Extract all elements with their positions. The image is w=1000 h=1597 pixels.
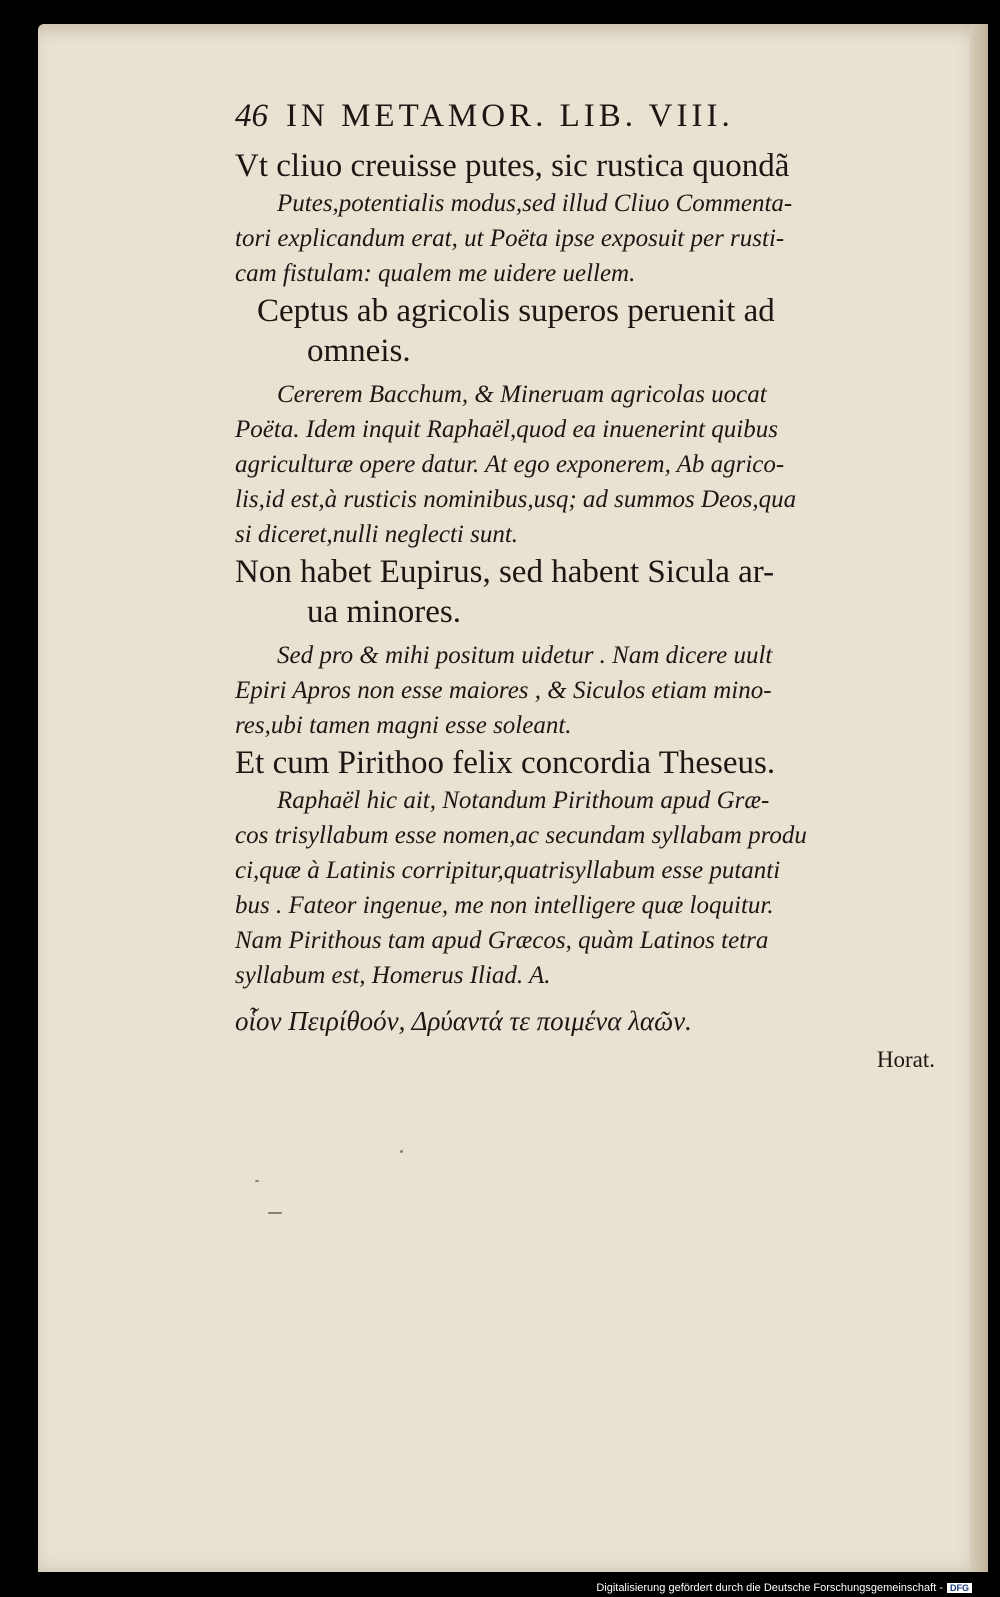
commentary-line: Putes,potentialis modus,sed illud Cliuo Commenta-	[277, 190, 793, 217]
verse-line: Vt cliuo creuisse putes, sic rustica quondã	[235, 148, 790, 184]
commentary-line: syllabum est, Homerus Iliad. A.	[235, 962, 551, 989]
page-number: 46	[235, 98, 268, 134]
commentary-line: bus . Fateor ingenue, me non intelligere quæ loquitur.	[235, 892, 774, 919]
commentary-line: Epiri Apros non esse maiores , & Siculos etiam mino-	[235, 677, 772, 704]
commentary-line: Nam Pirithous tam apud Græcos, quàm Latinos tetra	[235, 927, 769, 954]
verse-line: Et cum Pirithoo felix concordia Theseus.	[235, 745, 776, 781]
page-text	[235, 98, 935, 1075]
commentary	[235, 638, 935, 743]
commentary-line: Cererem Bacchum, & Mineruam agricolas uocat	[277, 381, 767, 408]
commentary-line: lis,id est,à rusticis nominibus,usq; ad summos Deos,qua	[235, 486, 797, 513]
verse-line: ua minores.	[307, 594, 461, 630]
commentary-line: agriculturæ opere datur. At ego exponerem, Ab agrico-	[235, 451, 785, 478]
verse-line: omneis.	[307, 333, 411, 369]
commentary-line: tori explicandum erat, ut Poëta ipse exposuit per rusti-	[235, 225, 785, 252]
digitization-credit	[596, 1582, 972, 1594]
greek-quotation: οἷον Πειρίθοόν, Δρύαντά τε ποιμένα λαῶν.	[235, 1006, 692, 1036]
commentary	[235, 377, 935, 552]
commentary	[235, 186, 935, 291]
commentary-line: cam fistulam: qualem me uidere uellem.	[235, 260, 636, 287]
running-header	[235, 98, 935, 146]
paper-speck	[268, 1212, 282, 1214]
paper-speck	[255, 1180, 259, 1182]
dfg-logo: DFG	[947, 1583, 972, 1593]
commentary-line: si diceret,nulli neglecti sunt.	[235, 521, 519, 548]
credit-text: Digitalisierung gefördert durch die Deutsche Forschungsgemeinschaft -	[596, 1582, 943, 1594]
paper-speck	[400, 1150, 403, 1153]
page-edge	[970, 24, 988, 1572]
commentary-line: Poëta. Idem inquit Raphaël,quod ea inuenerint quibus	[235, 416, 778, 443]
commentary-line: Sed pro & mihi positum uidetur . Nam dicere uult	[277, 642, 773, 669]
commentary	[235, 783, 935, 993]
catchword: Horat.	[876, 1047, 935, 1072]
running-title: IN METAMOR. LIB. VIII.	[286, 98, 734, 134]
commentary-line: cos trisyllabum esse nomen,ac secundam syllabam produ	[235, 822, 807, 849]
verse-line: Non habet Eupirus, sed habent Sicula ar-	[235, 554, 775, 590]
commentary-line: ci,quæ à Latinis corripitur,quatrisyllabum esse putanti	[235, 857, 781, 884]
verse-line: Ceptus ab agricolis superos peruenit ad	[257, 293, 775, 329]
commentary-line: res,ubi tamen magni esse soleant.	[235, 712, 572, 739]
commentary-line: Raphaël hic ait, Notandum Pirithoum apud Græ-	[277, 787, 770, 814]
